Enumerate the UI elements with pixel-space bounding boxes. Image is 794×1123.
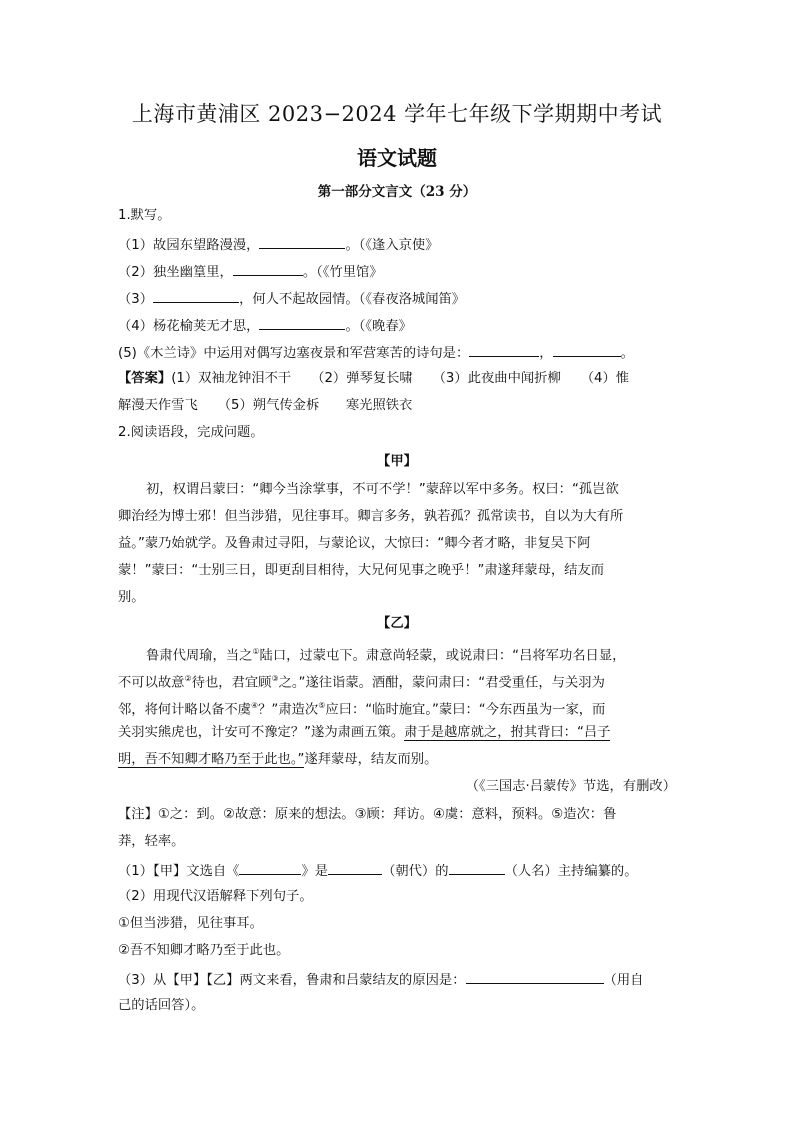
passage-yi-line: 明，吾不知卿才略乃至于此也。”遂拜蒙母，结友而别。 xyxy=(118,752,438,767)
passage-jia-line: 别。 xyxy=(118,590,145,605)
answer-label: 【答案】 xyxy=(118,371,172,386)
notes-line-2: 莽，轻率。 xyxy=(118,834,185,849)
sub-question-2-item-1: ①但当涉猎，见往事耳。 xyxy=(118,916,263,931)
answer-blank[interactable] xyxy=(233,262,303,276)
sub-question-3-line-2: 己的话回答）。 xyxy=(118,998,205,1013)
question-2-label: 2.阅读语段，完成问题。 xyxy=(118,425,264,440)
q1-item-2: （2）独坐幽篁里， 。（《竹里馆》 xyxy=(118,262,678,282)
passage-yi-line: 关羽实熊虎也，计安可不豫定？”遂为肃画五策。肃于是越席就之，拊其背曰：“吕子 xyxy=(118,725,611,740)
answer-blank[interactable] xyxy=(259,316,345,330)
answer-blank[interactable] xyxy=(259,235,345,249)
answer-blank[interactable] xyxy=(239,861,301,875)
document-subtitle: 语文试题 xyxy=(357,146,437,170)
passage-yi-heading: 【乙】 xyxy=(377,616,417,631)
underlined-sentence: 肃于是越席就之，拊其背曰：“吕子 xyxy=(404,725,611,740)
passage-jia-line: 初，权谓吕蒙曰：“卿今当涂掌事，不可不学！”蒙辞以军中多务。权曰：“孤岂欲 xyxy=(146,482,619,497)
underlined-sentence: 明，吾不知卿才略乃至于此也。” xyxy=(118,752,305,767)
passage-yi-line: 不可以故意②待也，君宜顾③之。”遂往诣蒙。酒酣，蒙问肃曰：“君受重任，与关羽为 xyxy=(118,674,605,691)
passage-jia-line: 益。”蒙乃始就学。及鲁肃过寻阳，与蒙论议，大惊曰：“卿今者才略，非复吴下阿 xyxy=(118,536,591,551)
answer-blank[interactable] xyxy=(469,343,539,357)
passage-jia-line: 蒙！”蒙曰：“士别三日，即更刮目相待，大兄何见事之晚乎！”肃遂拜蒙母，结友而 xyxy=(118,563,605,578)
answer-line-1: 【答案】(1）双袖龙钟泪不干 （2）弹琴复长啸 （3）此夜曲中闻折柳 （4）惟 xyxy=(118,371,630,386)
sub-question-3: （3）从【甲】【乙】两文来看，鲁肃和吕蒙结友的原因是： （用自 xyxy=(118,970,678,990)
passage-yi-line: 邻，将何计略以备不虞④？”肃造次⑤应曰：“临时施宜。”蒙曰：“今东西虽为一家，而 xyxy=(118,701,606,718)
sub-question-1: （1）【甲】文选自《 》是 （朝代）的 （人名）主持编纂的。 xyxy=(118,861,678,881)
sub-question-2-item-2: ②吾不知卿才略乃至于此也。 xyxy=(118,943,290,958)
answer-blank[interactable] xyxy=(466,970,604,984)
answer-blank[interactable] xyxy=(553,343,621,357)
passage-jia-line: 卿治经为博士邪！但当涉猎，见往事耳。卿言多务，孰若孤？孤常读书，自以为大有所 xyxy=(118,509,624,524)
passage-source: （《三国志·吕蒙传》节选，有删改） xyxy=(465,779,676,794)
answer-blank[interactable] xyxy=(449,861,505,875)
document-title: 上海市黄浦区 2023−2024 学年七年级下学期期中考试 xyxy=(131,102,663,126)
answer-blank[interactable] xyxy=(328,861,382,875)
q1-item-5: (5)《木兰诗》中运用对偶写边塞夜景和军营寒苦的诗句是： ， 。 xyxy=(118,343,678,363)
sub-question-2: （2）用现代汉语解释下列句子。 xyxy=(118,889,313,904)
notes-line-1: 【注】①之：到。②故意：原来的想法。③顾：拜访。④虞：意料，预料。⑤造次：鲁 xyxy=(118,807,617,822)
section-heading: 第一部分文言文（23 分） xyxy=(317,184,477,200)
q1-item-4: （4）杨花榆荚无才思， 。（《晚春》 xyxy=(118,316,678,336)
answer-line-2: 解漫天作雪飞 （5）朔气传金柝 寒光照铁衣 xyxy=(118,398,413,413)
q1-item-3: （3） ，何人不起故园情。（《春夜洛城闻笛》 xyxy=(118,289,678,309)
passage-yi-line: 鲁肃代周瑜，当之①陆口，过蒙屯下。肃意尚轻蒙，或说肃曰：“吕将军功名日显， xyxy=(146,647,626,664)
answer-blank[interactable] xyxy=(153,289,239,303)
question-1-label: 1.默写。 xyxy=(118,208,171,223)
passage-jia-heading: 【甲】 xyxy=(377,454,417,469)
q1-item-1: （1）故园东望路漫漫， 。（《逢入京使》 xyxy=(118,235,678,255)
